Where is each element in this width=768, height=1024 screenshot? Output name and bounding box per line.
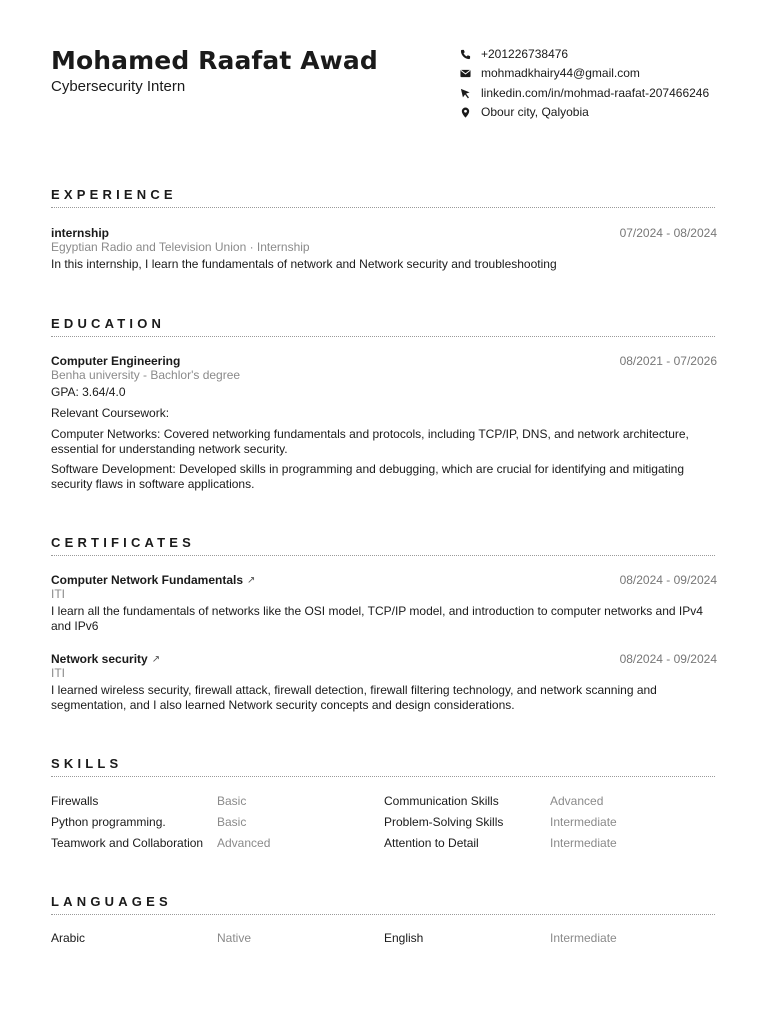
certificate-entry [51, 573, 717, 633]
languages-row [51, 931, 717, 947]
contact-location [460, 104, 589, 120]
certificate-name[interactable] [51, 652, 160, 666]
certificate-date: 08/2024 - 09/2024 [619, 573, 717, 587]
experience-section [51, 187, 717, 277]
language-name: English [384, 931, 424, 945]
linkedin-url: linkedin.com/in/mohmad-raafat-207466246 [481, 86, 710, 100]
certificates-section [51, 535, 717, 720]
email-address: mohmadkhairy44@gmail.com [481, 66, 640, 80]
external-link-icon[interactable]: ↗ [247, 574, 256, 586]
skill-level: Intermediate [550, 836, 617, 850]
skill-level: Basic [217, 815, 247, 829]
experience-description: In this internship, I learn the fundamentals of network and Network security and troubleshooting [51, 257, 557, 271]
education-school: Benha university - Bachlor's degree [51, 368, 241, 382]
section-divider [51, 776, 715, 777]
skill-level: Intermediate [550, 815, 617, 829]
certificate-description: I learn all the fundamentals of networks like the OSI model, TCP/IP model, and introduction to computer networks and IPv4 and IPv6 [51, 604, 703, 633]
certificate-name-text: Network security [51, 652, 148, 666]
section-title: LANGUAGES [51, 894, 172, 909]
certificate-date: 08/2024 - 09/2024 [619, 652, 717, 666]
section-divider [51, 555, 715, 556]
education-section [51, 316, 717, 496]
experience-date: 07/2024 - 08/2024 [619, 226, 717, 240]
section-title: CERTIFICATES [51, 535, 196, 550]
certificate-name-text: Computer Network Fundamentals [51, 573, 244, 587]
coursework-item: Computer Networks: Covered networking fundamentals and protocols, including TCP/IP, DNS, and network architecture, essential for understanding network security. [51, 427, 689, 456]
skill-level: Advanced [217, 836, 271, 850]
certificate-issuer: ITI [51, 587, 65, 601]
certificate-entry [51, 652, 717, 712]
contact-email[interactable] [460, 65, 640, 81]
contact-linkedin[interactable] [460, 85, 709, 101]
coursework-item: Software Development: Developed skills in programming and debugging, which are crucial for identifying and mitigating security flaws in software applications. [51, 462, 685, 491]
section-divider [51, 207, 715, 208]
location-text: Obour city, Qalyobia [481, 105, 589, 119]
skill-name: Teamwork and Collaboration [51, 836, 204, 850]
education-date: 08/2021 - 07/2026 [619, 354, 717, 368]
languages-section [51, 894, 717, 954]
email-icon [460, 65, 481, 81]
certificate-description: I learned wireless security, firewall attack, firewall detection, firewall filtering technology, and network scanning and segmentation, and I also learned Network security concepts and design considerations. [51, 683, 657, 712]
person-name: Mohamed Raafat Awad [51, 46, 378, 75]
resume-header [51, 44, 717, 134]
skill-level: Basic [217, 794, 247, 808]
contact-phone[interactable] [460, 46, 568, 62]
section-divider [51, 336, 715, 337]
section-title: EXPERIENCE [51, 187, 177, 202]
coursework-label: Relevant Coursework: [51, 406, 170, 420]
language-level: Intermediate [550, 931, 617, 945]
experience-organization: Egyptian Radio and Television Union · Internship [51, 240, 310, 254]
language-name: Arabic [51, 931, 86, 945]
location-pin-icon [460, 104, 481, 120]
experience-role: internship [51, 226, 110, 240]
job-title: Cybersecurity Intern [51, 78, 186, 95]
language-level: Native [217, 931, 252, 945]
education-degree: Computer Engineering [51, 354, 181, 368]
skill-name: Python programming. [51, 815, 166, 829]
certificate-issuer: ITI [51, 666, 65, 680]
experience-entry [51, 226, 717, 274]
skill-name: Communication Skills [384, 794, 499, 808]
skills-row [51, 815, 717, 831]
phone-number: +201226738476 [481, 47, 569, 61]
section-title: EDUCATION [51, 316, 166, 331]
link-cursor-icon [460, 85, 481, 101]
skills-section [51, 756, 717, 856]
skills-row [51, 836, 717, 852]
skill-name: Problem-Solving Skills [384, 815, 504, 829]
skill-name: Firewalls [51, 794, 99, 808]
certificate-name[interactable] [51, 573, 255, 587]
phone-icon [460, 46, 481, 62]
section-divider [51, 914, 715, 915]
skills-row [51, 794, 717, 810]
skill-name: Attention to Detail [384, 836, 479, 850]
education-entry [51, 354, 717, 494]
education-gpa: GPA: 3.64/4.0 [51, 385, 126, 399]
section-title: SKILLS [51, 756, 123, 771]
external-link-icon[interactable]: ↗ [151, 653, 161, 665]
skill-level: Advanced [550, 794, 604, 808]
